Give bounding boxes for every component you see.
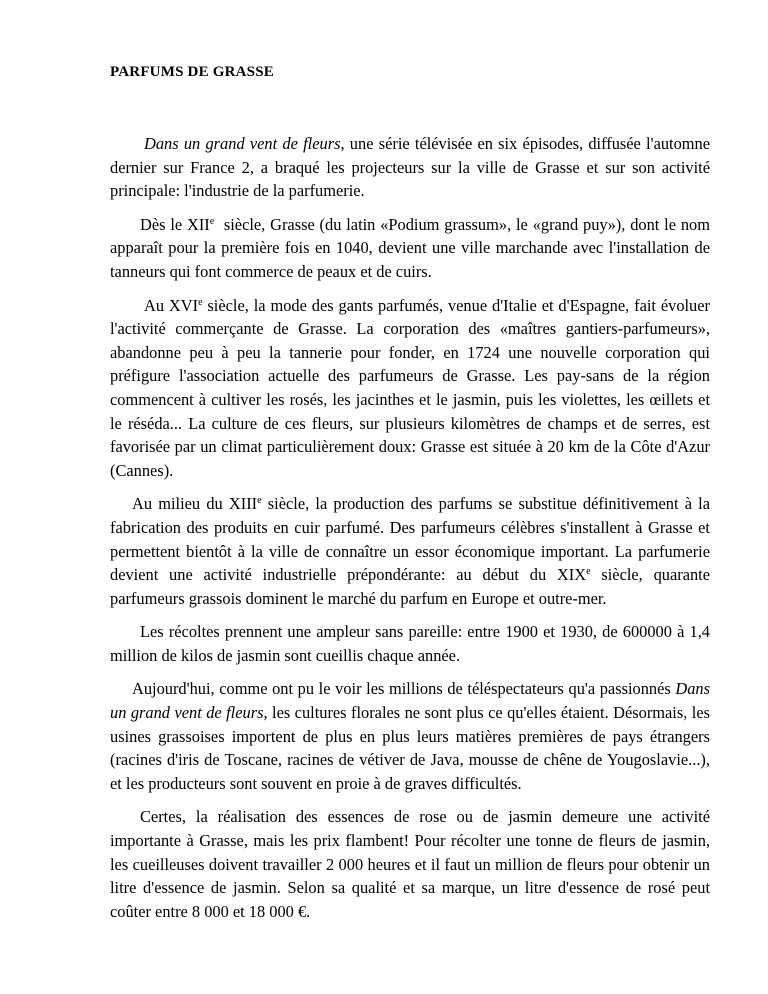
superscript: e xyxy=(586,566,591,578)
paragraph-4-text-b: siècle, la production des parfums se substitue définitivement à la fabrication des produits en cuir parfumé. Des parfumeurs célèbres s'installent à Grasse et permettent bientôt à la ville de connaître un essor économique important. La parfumerie devient une activité industrielle prépondérante: au début du XIX xyxy=(110,494,711,585)
paragraph-3-text-b: siècle, la mode des gants parfumés, venue d'Italie et d'Espagne, fait évoluer l'activité commerçante de Grasse. La corporation des «maîtres gantiers-parfumeurs», abandonne peu à peu la tannerie pour fonder, en 1724 une nouvelle corporation qui préfigure l'association actuelle des parfumeurs de Grasse. Les pay-sans de la région commencent à cultiver les rosés, les jacinthes et le jasmin, puis les violettes, les œillets et le réséda... La culture de ces fleurs, sur plusieurs kilomètres de champs et de serres, est favorisée par un climat particulièrement doux: Grasse est située à 20 km de la Côte d'Azur (Cannes). xyxy=(110,295,710,480)
paragraph-7: Certes, la réalisation des essences de rose ou de jasmin demeure une activité importante à Grasse, mais les prix flambent! Pour récolter une tonne de fleurs de jasmin, les cueilleuses doivent travailler 2 000 heures et il faut un million de fleurs pour obtenir un litre d'essence de jasmin. Selon sa qualité et sa marque, un litre d'essence de rosé peut coûter entre 8 000 et 18 000 €. xyxy=(110,807,710,921)
paragraph-4-text-c: siècle, quarante parfumeurs grassois dominent le marché du parfum en Europe et outre-mer. xyxy=(110,565,711,608)
paragraph-1-text: , une série télévisée en six épisodes, diffusée l'automne dernier sur France 2, a braqué les projecteurs sur la ville de Grasse et sur son activité principale: l'industrie de la parfumerie. xyxy=(110,134,711,201)
paragraph-6 xyxy=(110,677,710,795)
series-title: Dans un grand vent de fleurs, xyxy=(110,679,710,723)
series-title: Dans un grand vent de fleurs xyxy=(144,134,341,153)
paragraph-5: Les récoltes prennent une ampleur sans pareille: entre 1900 et 1930, de 600000 à 1,4 million de kilos de jasmin sont cueillis chaque année. xyxy=(110,622,710,665)
superscript: e xyxy=(198,296,203,308)
superscript: e xyxy=(257,495,262,507)
document-title: PARFUMS DE GRASSE xyxy=(110,64,274,80)
paragraph-2-text-b: siècle, Grasse (du latin «Podium grassum», le «grand puy»), dont le nom apparaît pour la première fois en 1040, devient une ville marchande avec l'installation de tanneurs qui font commerce de peaux et de cuirs. xyxy=(110,214,715,281)
paragraph-6-text-a: Aujourd'hui, comme ont pu le voir les millions de téléspectateurs qu'a passionnés xyxy=(132,679,676,699)
document-body xyxy=(110,132,715,933)
paragraph-4-text-a: Au milieu du XIII xyxy=(132,494,258,514)
superscript: e xyxy=(209,215,215,227)
paragraph-6-text-b: les cultures florales ne sont plus ce qu'elles étaient. Désormais, les usines grassoises importent de plus en plus leurs matières premières de pays étrangers (racines d'iris de Toscane, racines de vétiver de Java, mousse de chêne de Yougoslavie...), et les producteurs sont souvent en proie à de graves difficultés. xyxy=(110,703,710,793)
paragraph-3 xyxy=(110,294,710,483)
paragraph-4 xyxy=(110,492,710,610)
paragraph-2-text-a: Dès le XII xyxy=(140,214,210,234)
paragraph-2 xyxy=(110,213,715,284)
paragraph-1 xyxy=(110,132,710,203)
paragraph-3-text-a: Au XVI xyxy=(144,295,199,315)
